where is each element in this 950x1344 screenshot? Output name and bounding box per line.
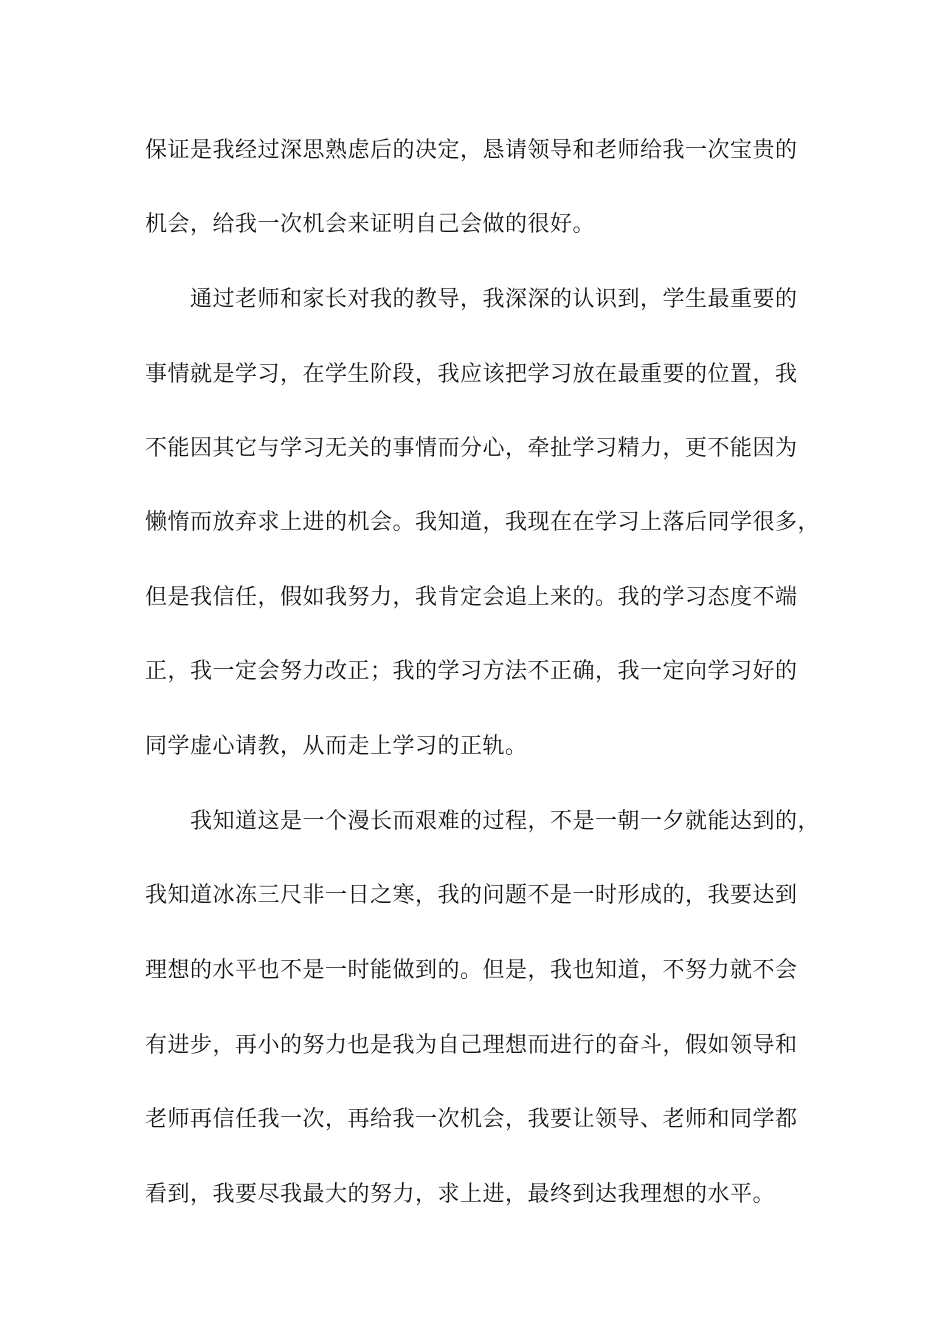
paragraph-start-line: 通过老师和家长对我的教导，我深深的认识到，学生最重要的 — [190, 287, 798, 312]
text-line: 正，我一定会努力改正；我的学习方法不正确，我一定向学习好的 — [145, 659, 798, 684]
text-line: 看到，我要尽我最大的努力，求上进，最终到达我理想的水平。 — [145, 1182, 776, 1207]
text-line: 有进步，再小的努力也是我为自己理想而进行的奋斗，假如领导和 — [145, 1033, 798, 1058]
text-line: 保证是我经过深思熟虑后的决定，恳请领导和老师给我一次宝贵的 — [145, 138, 798, 163]
text-line: 事情就是学习，在学生阶段，我应该把学习放在最重要的位置，我 — [145, 362, 798, 387]
paragraph-start-line: 我知道这是一个漫长而艰难的过程，不是一朝一夕就能达到的， — [190, 809, 821, 834]
text-line: 不能因其它与学习无关的事情而分心，牵扯学习精力，更不能因为 — [145, 436, 798, 461]
text-line: 懒惰而放弃求上进的机会。我知道，我现在在学习上落后同学很多， — [145, 510, 821, 535]
text-line: 同学虚心请教，从而走上学习的正轨。 — [145, 734, 528, 759]
text-line: 机会，给我一次机会来证明自己会做的很好。 — [145, 212, 596, 237]
text-line: 理想的水平也不是一时能做到的。但是，我也知道，不努力就不会 — [145, 958, 798, 983]
text-line: 老师再信任我一次，再给我一次机会，我要让领导、老师和同学都 — [145, 1107, 798, 1132]
text-line: 但是我信任，假如我努力，我肯定会追上来的。我的学习态度不端 — [145, 585, 798, 610]
text-line: 我知道冰冻三尺非一日之寒，我的问题不是一时形成的，我要达到 — [145, 883, 798, 908]
